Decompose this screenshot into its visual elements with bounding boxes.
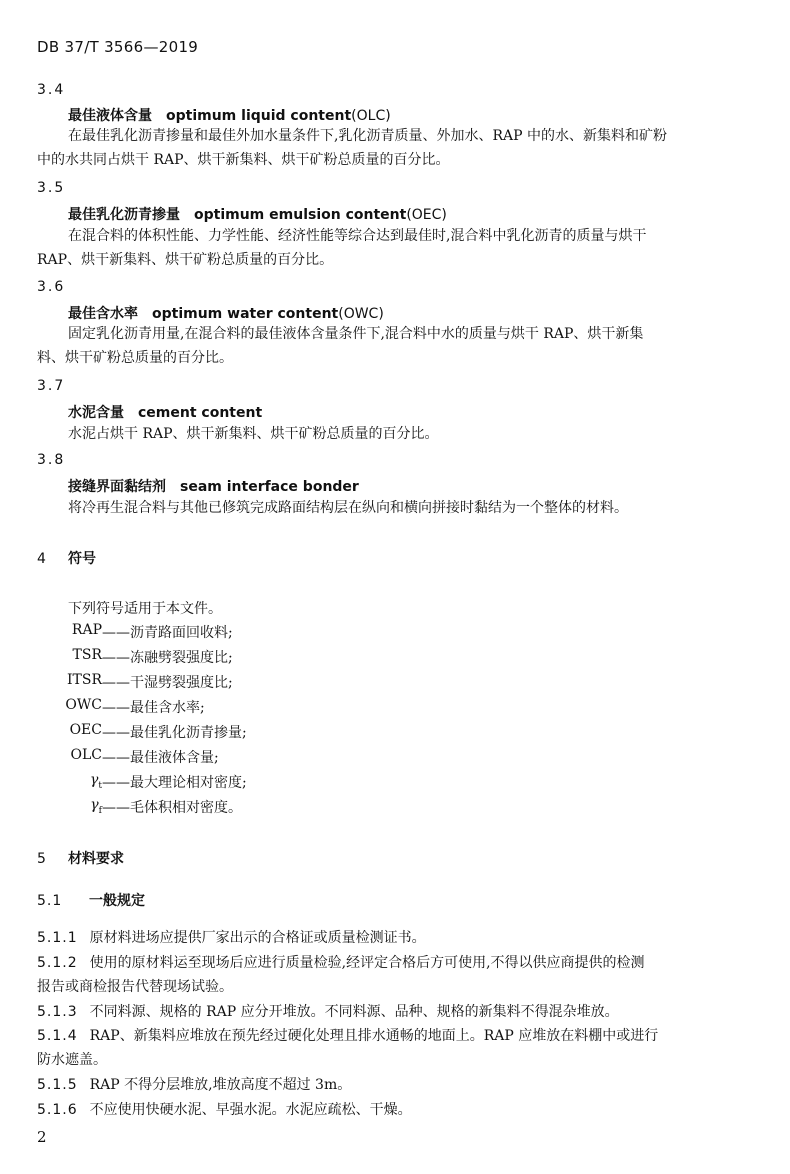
symbol-subscript: f: [98, 805, 102, 816]
section-title: 材料要求: [68, 851, 124, 867]
clause-number: 5.1.5: [37, 1077, 78, 1093]
symbol-definition: ——冻融劈裂强度比;: [102, 650, 233, 666]
symbol-definition: ——毛体积相对密度。: [102, 800, 242, 816]
clause-number: 5.1.1: [37, 930, 78, 946]
symbol-key: TSR: [72, 647, 102, 663]
symbol-letter: γ: [90, 772, 99, 788]
symbol-definition: ——最佳含水率;: [102, 700, 205, 716]
symbol-definition: ——最大理论相对密度;: [102, 775, 247, 791]
term-abbr: (OWC): [338, 306, 384, 322]
subsection-heading: [37, 890, 145, 910]
symbol-subscript: t: [98, 780, 102, 791]
clause: [37, 1024, 753, 1072]
clause: [37, 1000, 753, 1024]
symbol-key: ITSR: [67, 672, 102, 688]
symbol-key: [0, 797, 102, 816]
term-title-en: seam interface bonder: [180, 479, 359, 495]
clause: [37, 926, 753, 950]
term-title-en: optimum emulsion content: [194, 207, 407, 223]
term-definition: [37, 422, 753, 446]
term-abbr: (OEC): [406, 207, 447, 223]
term-title-zh: 最佳含水率: [68, 306, 138, 322]
symbols-intro: 下列符号适用于本文件。: [68, 601, 222, 617]
clause-text: RAP、新集料应堆放在预先经过硬化处理且排水通畅的地面上。RAP 应堆放在料棚中或进行: [89, 1028, 659, 1044]
symbol-key: RAP: [71, 622, 102, 638]
term-title: [68, 303, 384, 323]
definition-line: 固定乳化沥青用量,在混合料的最佳液体含量条件下,混合料中水的质量与烘干 RAP、烘干新集: [68, 326, 644, 342]
term-title-zh: 最佳液体含量: [68, 108, 152, 124]
section-number: 4: [37, 551, 46, 567]
clause: [37, 951, 753, 999]
definition-line: 中的水共同占烘干 RAP、烘干新集料、烘干矿粉总质量的百分比。: [37, 152, 450, 168]
section-heading: [37, 848, 124, 868]
term-number: 3.5: [37, 180, 66, 196]
term-definition: [37, 322, 753, 370]
clause-continuation: 防水遮盖。: [37, 1052, 107, 1068]
symbol-key: OWC: [65, 697, 102, 713]
symbol-definition: ——最佳液体含量;: [102, 750, 219, 766]
standard-code-header: DB 37/T 3566—2019: [37, 38, 199, 56]
page-number: 2: [37, 1128, 47, 1146]
subsection-title: 一般规定: [89, 893, 145, 909]
definition-line: RAP、烘干新集料、烘干矿粉总质量的百分比。: [37, 252, 334, 268]
term-title: [68, 105, 391, 125]
clause-number: 5.1.6: [37, 1102, 78, 1118]
definition-line: 将冷再生混合料与其他已修筑完成路面结构层在纵向和横向拼接时黏结为一个整体的材料。: [68, 500, 628, 516]
clause: [37, 1098, 753, 1122]
symbol-definition: ——最佳乳化沥青掺量;: [102, 725, 247, 741]
clause-number: 5.1.4: [37, 1028, 78, 1044]
section-number: 5: [37, 851, 46, 867]
term-title: [68, 204, 447, 224]
section-title: 符号: [68, 551, 96, 567]
subsection-number: 5.1: [37, 893, 63, 909]
term-number: 3.4: [37, 82, 66, 98]
symbol-key: [0, 772, 102, 791]
definition-line: 水泥占烘干 RAP、烘干新集料、烘干矿粉总质量的百分比。: [68, 426, 439, 442]
clause-continuation: 报告或商检报告代替现场试验。: [37, 979, 233, 995]
clause-text: 不应使用快硬水泥、早强水泥。水泥应疏松、干燥。: [89, 1102, 412, 1118]
term-definition: [37, 124, 753, 172]
definition-line: 在最佳乳化沥青掺量和最佳外加水量条件下,乳化沥青质量、外加水、RAP 中的水、新集料和矿粉: [68, 128, 667, 144]
symbol-key: OEC: [69, 722, 102, 738]
term-number: 3.7: [37, 378, 66, 394]
term-title: [68, 402, 262, 422]
term-title-en: cement content: [138, 405, 263, 421]
term-title-zh: 最佳乳化沥青掺量: [68, 207, 180, 223]
clause-text: 不同料源、规格的 RAP 应分开堆放。不同料源、品种、规格的新集料不得混杂堆放。: [89, 1004, 619, 1020]
term-definition: [37, 224, 753, 272]
section-heading: [37, 548, 96, 568]
term-title-en: optimum liquid content: [166, 108, 352, 124]
term-title-zh: 接缝界面黏结剂: [68, 479, 166, 495]
definition-line: 料、烘干矿粉总质量的百分比。: [37, 350, 233, 366]
term-number: 3.8: [37, 452, 66, 468]
symbol-key: OLC: [70, 747, 102, 763]
clause: [37, 1073, 753, 1097]
term-abbr: (OLC): [351, 108, 391, 124]
term-title-en: optimum water content: [152, 306, 339, 322]
clause-text: 原材料进场应提供厂家出示的合格证或质量检测证书。: [89, 930, 426, 946]
term-title-zh: 水泥含量: [68, 405, 124, 421]
term-definition: [37, 496, 753, 520]
term-title: [68, 476, 359, 496]
clause-number: 5.1.3: [37, 1004, 78, 1020]
definition-line: 在混合料的体积性能、力学性能、经济性能等综合达到最佳时,混合料中乳化沥青的质量与烘干: [68, 228, 647, 244]
term-number: 3.6: [37, 279, 66, 295]
symbol-definition: ——沥青路面回收料;: [102, 625, 233, 641]
symbol-letter: γ: [90, 797, 99, 813]
clause-text: 使用的原材料运至现场后应进行质量检验,经评定合格后方可使用,不得以供应商提供的检测: [89, 955, 645, 971]
clause-text: RAP 不得分层堆放,堆放高度不超过 3m。: [89, 1077, 352, 1093]
clause-number: 5.1.2: [37, 955, 78, 971]
symbol-definition: ——干湿劈裂强度比;: [102, 675, 233, 691]
